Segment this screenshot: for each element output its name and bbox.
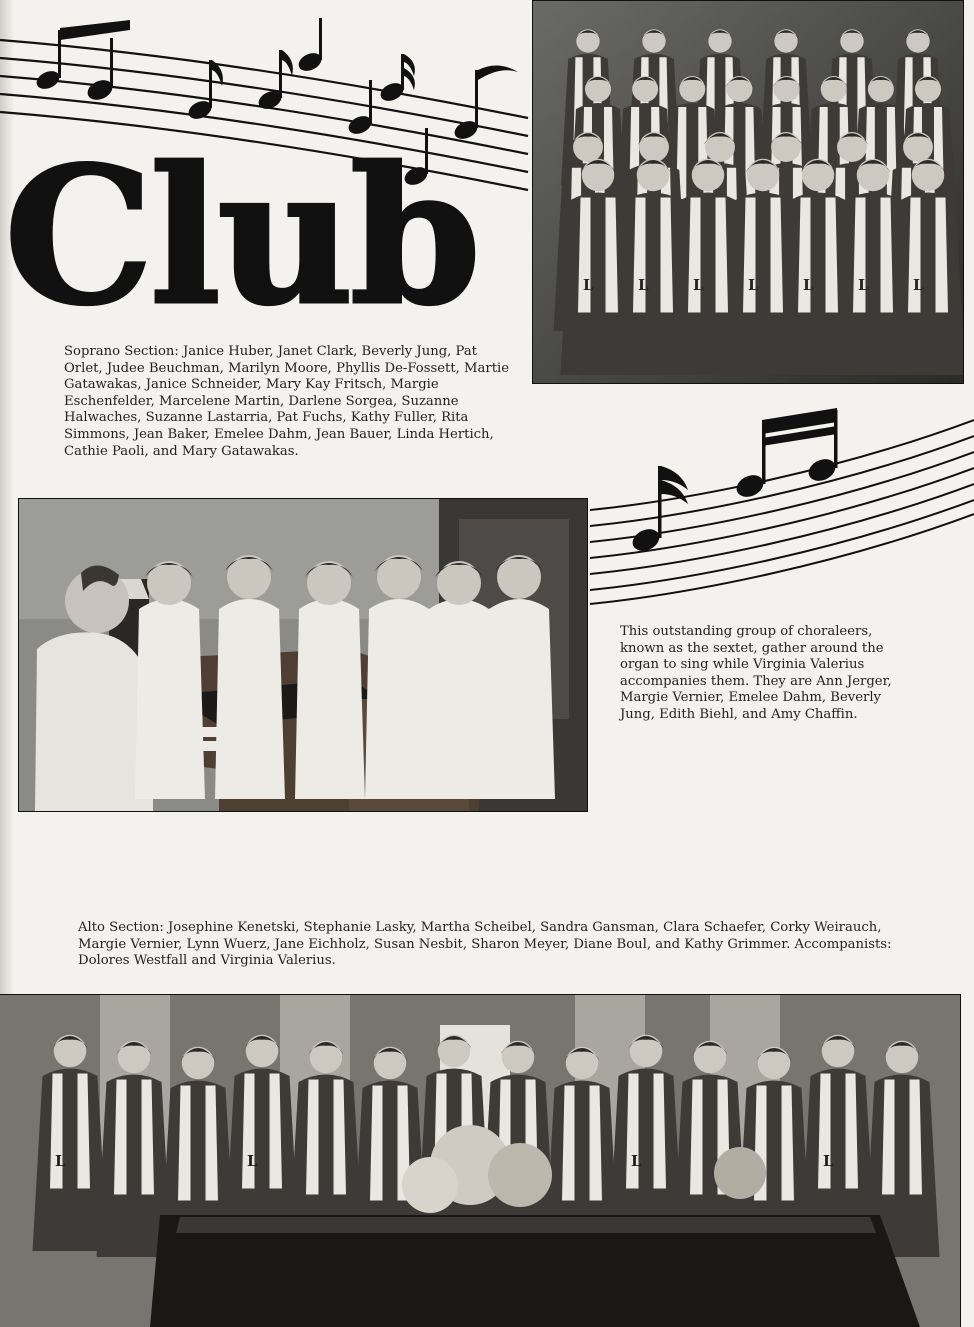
robe-letter: L: [247, 1152, 258, 1170]
robe-letter: L: [748, 276, 759, 294]
robe-letter: L: [638, 276, 649, 294]
sextet-photo: [18, 498, 588, 812]
sextet-caption: This outstanding group of choraleers, known as the sextet, gather around the organ to sing while Virginia Valerius accompanies them. They are Ann Jerger, Margie Vernier, Emelee Dahm, Beverly Jung, Edith Biehl, and Amy Chaffin.: [620, 624, 892, 722]
robe-letter: L: [913, 276, 924, 294]
robe-letter: L: [823, 1152, 834, 1170]
robe-letter: L: [583, 276, 594, 294]
club-title-text: Club: [4, 126, 478, 342]
alto-section-photo: [0, 994, 961, 1327]
music-staff-notes-middle: [590, 400, 974, 610]
robe-letter: L: [803, 276, 814, 294]
soprano-section-photo: [532, 0, 964, 384]
robe-letter: L: [55, 1152, 66, 1170]
robe-letter: L: [858, 276, 869, 294]
soprano-section-caption: Soprano Section: Janice Huber, Janet Clark, Beverly Jung, Pat Orlet, Judee Beuchman, Marilyn Moore, Phyllis De-Fossett, Martie Gatawakas, Janice Schneider, Mary Kay Fritsch, Margie Eschenfelder, Marcelene Martin, Darlene Sorgea, Suzanne Halwaches, Suzanne Lastarria, Pat Fuchs, Kathy Fuller, Rita Simmons, Jean Baker, Emelee Dahm, Jean Bauer, Linda Hertich, Cathie Paoli, and Mary Gatawakas.: [64, 344, 510, 459]
alto-section-caption: Alto Section: Josephine Kenetski, Stephanie Lasky, Martha Scheibel, Sandra Gansman, Clara Schaefer, Corky Weirauch, Margie Vernier, Lynn Wuerz, Jane Eichholz, Susan Nesbit, Sharon Meyer, Diane Boul, and Kathy Grimmer. Accompanists: Dolores Westfall and Virginia Valerius.: [78, 920, 892, 969]
robe-letter: L: [693, 276, 704, 294]
robe-letter: L: [631, 1152, 642, 1170]
club-title-lettering: [0, 122, 540, 342]
